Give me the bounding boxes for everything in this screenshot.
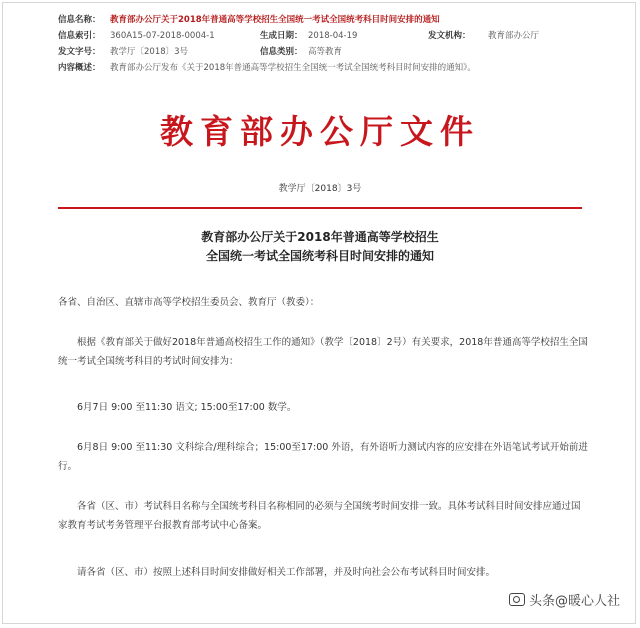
meta-row-index xyxy=(58,28,618,44)
date-value: 2018-04-19 xyxy=(308,31,358,41)
docno-value: 教学厅〔2018〕3号 xyxy=(110,47,189,57)
paragraph-june7: 6月7日 9:00 至11:30 语文; 15:00至17:00 数学。 xyxy=(77,402,297,413)
date-label: 生成日期： xyxy=(260,31,303,41)
meta-row-docno xyxy=(58,44,618,60)
camera-icon xyxy=(509,593,525,606)
notice-title-line2: 全国统一考试全国统考科目时间安排的通知 xyxy=(205,249,434,263)
document-header-title: 教育部办公厅文件 xyxy=(160,112,480,151)
salutation: 各省、自治区、直辖市高等学校招生委员会、教育厅（教委）： xyxy=(58,297,320,308)
notice-title xyxy=(0,228,640,266)
meta-row-summary xyxy=(58,60,618,76)
issuer-value: 教育部办公厅 xyxy=(488,31,540,41)
red-divider xyxy=(58,207,582,209)
category-label: 信息类别： xyxy=(260,47,303,57)
index-label: 信息索引： xyxy=(58,31,101,41)
issuer-label: 发文机构： xyxy=(428,31,471,41)
meta-row-name xyxy=(58,12,618,28)
watermark xyxy=(509,590,620,609)
summary-label: 内容概述： xyxy=(58,63,101,73)
watermark-text: 头条@暖心人社 xyxy=(528,594,620,609)
paragraph-arrangement: 请各省（区、市）按照上述科目时间安排做好相关工作部署，并及时向社会公布考试科目时间安排。 xyxy=(77,567,496,578)
docno-label: 发文字号： xyxy=(58,47,101,57)
paragraph-june8: 6月8日 9:00 至11:30 文科综合/理科综合；15:00至17:00 外语，有外语听力测试内容的应安排在外语笔试考试开始前进行。 xyxy=(58,442,588,472)
document-number: 教学厅〔2018〕3号 xyxy=(278,184,362,194)
category-value: 高等教育 xyxy=(308,47,343,57)
paragraph-basis: 根据《教育部关于做好2018年普通高校招生工作的通知》（教学〔2018〕2号）有关要求，2018年普通高等学校招生全国统一考试全国统考科目的考试时间安排为： xyxy=(58,337,588,367)
notice-title-line1: 教育部办公厅关于2018年普通高等学校招生 xyxy=(201,230,439,244)
paragraph-subjects: 各省（区、市）考试科目名称与全国统考科目名称相同的必须与全国统考时间安排一致。具体考试科目时间安排应通过国家教育考试考务管理平台报教育部考试中心备案。 xyxy=(58,501,581,531)
info-name-value: 教育部办公厅关于2018年普通高等学校招生全国统一考试全国统考科目时间安排的通知 xyxy=(110,15,440,25)
metadata-panel xyxy=(58,12,618,76)
info-name-label: 信息名称： xyxy=(58,15,101,25)
index-value: 360A15-07-2018-0004-1 xyxy=(110,31,215,41)
summary-value: 教育部办公厅发布《关于2018年普通高等学校招生全国统一考试全国统考科目时间安排的通知》。 xyxy=(110,63,476,73)
